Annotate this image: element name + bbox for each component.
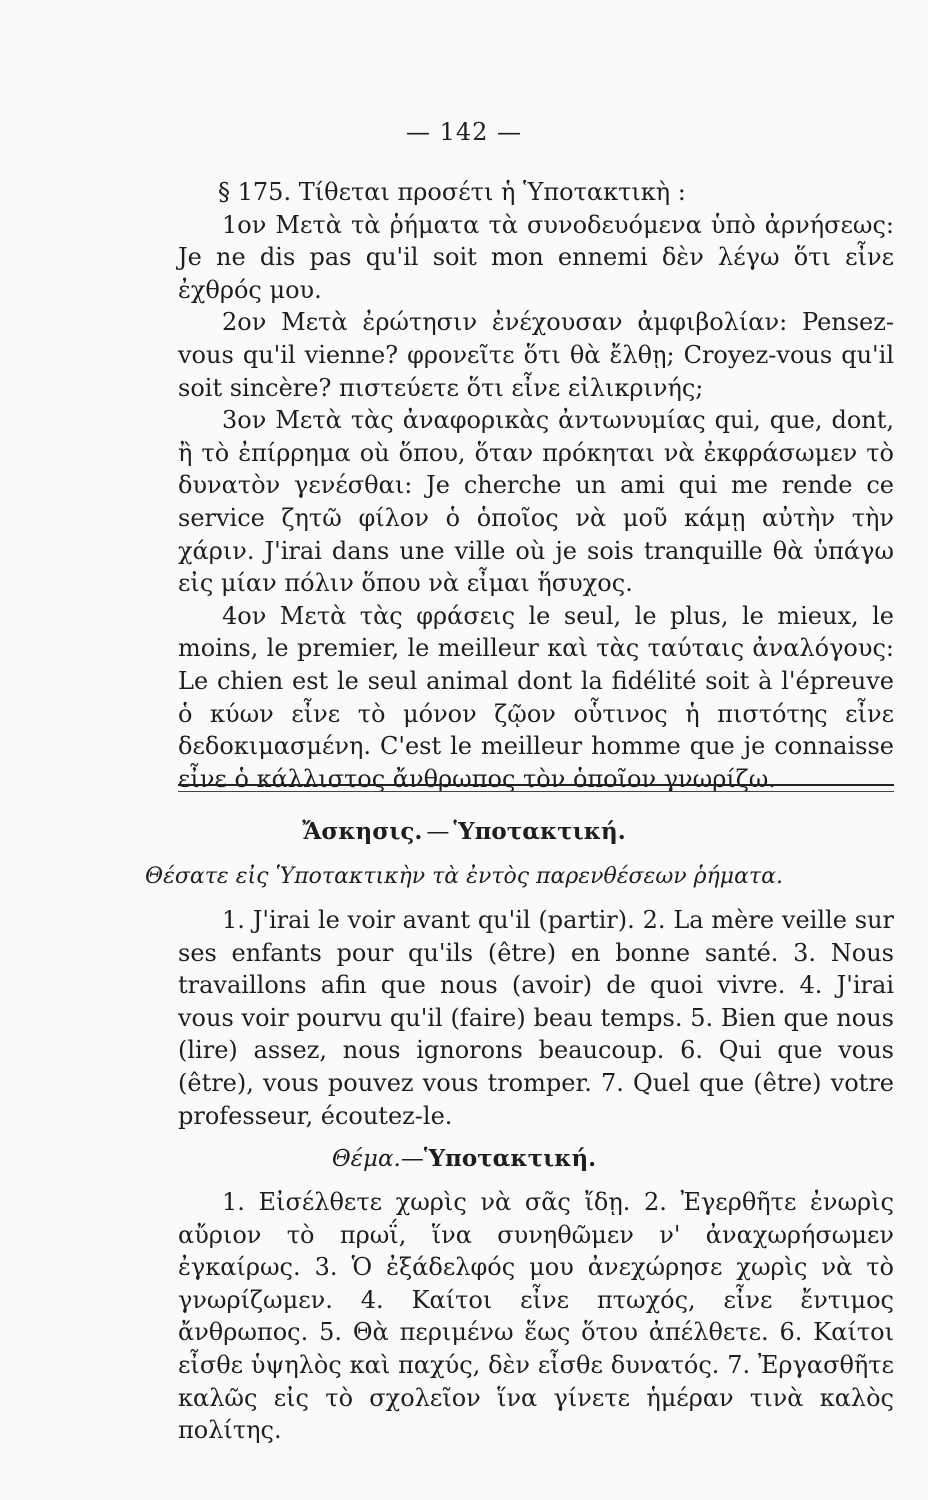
rule-2: 2ον Μετὰ ἐρώτησιν ἐνέχουσαν ἀμφιβολίαν: Pensez-vous qu'il vienne? φρονεῖτε ὅτι θὰ ἔλθῃ; Croyez-vous qu'il soit sincère? πιστεύετε ὅτι εἶνε εἰλικρινής;	[178, 308, 894, 402]
exercise-instruction: Θέσατε εἰς Ὑποτακτικὴν τὰ ἐντὸς παρενθέσεων ῥήματα.	[145, 864, 783, 889]
theme-text: 1. Εἰσέλθετε χωρὶς νὰ σᾶς ἴδῃ. 2. Ἐγερθῆτε ἐνωρὶς αὔριον τὸ πρωΐ, ἵνα συνηθῶμεν ν' ἀναχωρήσωμεν ἐγκαίρως. 3. Ὁ ἐξάδελφός μου ἀνεχώρησε χωρὶς νὰ τὸ γνωρίζωμεν. 4. Καίτοι εἶνε πτωχός, εἶνε ἔντιμος ἄνθρωπος. 5. Θὰ περιμένω ἕως ὅτου ἀπέλθετε. 6. Καίτοι εἶσθε ὑψηλὸς καὶ παχύς, δὲν εἶσθε δυνατός. 7. Ἐργασθῆτε καλῶς εἰς τὸ σχολεῖον ἵνα γίνετε ἡμέραν τινὰ καλὸς πολίτης.	[178, 1188, 894, 1445]
exercise-dash: —	[426, 819, 450, 845]
divider-thin	[178, 791, 894, 792]
theme-subject: Ὑποτακτική.	[423, 1145, 597, 1172]
exercise-subject: Ὑποτακτική.	[453, 818, 626, 845]
section-175	[178, 176, 894, 795]
rule-4: 4ον Μετὰ τὰς φράσεις le seul, le plus, le mieux, le moins, le premier, le meilleur καὶ τὰς ταύταις ἀναλόγους: Le chien est le seul animal dont la fidélité soit à l'épreuve ὁ κύων εἶνε τὸ μόνον ζῷον οὗτινος ἡ πιστότης εἶνε δεδοκιμασμένη. C'est le meilleur homme que je connaisse εἶνε ὁ κάλλιστος ἄνθρωπος τὸν ὁποῖον γνωρίζω.	[178, 601, 894, 793]
exercise-title: Ἄσκησις.	[302, 818, 423, 845]
theme-dash: —	[400, 1146, 424, 1172]
page-number: — 142 —	[405, 118, 523, 146]
exercise-heading	[0, 818, 928, 845]
rule-3: 3ον Μετὰ τὰς ἀναφορικὰς ἀντωνυμίας qui, que, dont, ἢ τὸ ἐπίρρημα où ὅπου, ὅταν πρόκηται νὰ ἐκφράσωμεν τὸ δυνατὸν γενέσθαι: Je cherche un ami qui me rende ce service ζητῶ φίλον ὁ ὁποῖος νὰ μοῦ κάμῃ αὐτὴν τὴν χάριν. J'irai dans une ville où je sois tranquille θὰ ὑπάγω εἰς μίαν πόλιν ὅπου νὰ εἶμαι ἥσυχος.	[178, 406, 894, 598]
theme-title: Θέμα.	[331, 1146, 401, 1172]
exercise-text: 1. J'irai le voir avant qu'il (partir). 2. La mère veille sur ses enfants pour qu'ils (être) en bonne santé. 3. Nous travaillons afin que nous (avoir) de quoi vivre. 4. J'irai vous voir pourvu qu'il (faire) beau temps. 5. Bien que nous (lire) assez, nous ignorons beaucoup. 6. Qui que vous (être), vous pouvez vous tromper. 7. Quel que (être) votre professeur, écoutez-le.	[178, 906, 894, 1130]
rule-1: 1ον Μετὰ τὰ ῥήματα τὰ συνοδευόμενα ὑπὸ ἀρνήσεως: Je ne dis pas qu'il soit mon ennemi δὲν λέγω ὅτι εἶνε ἐχθρός μου.	[178, 210, 894, 304]
theme-heading	[0, 1145, 928, 1172]
theme-body	[178, 1186, 894, 1447]
section-heading: § 175. Τίθεται προσέτι ἡ Ὑποτακτικὴ :	[218, 178, 686, 206]
divider-thick	[178, 784, 894, 786]
exercise-body	[178, 904, 894, 1132]
